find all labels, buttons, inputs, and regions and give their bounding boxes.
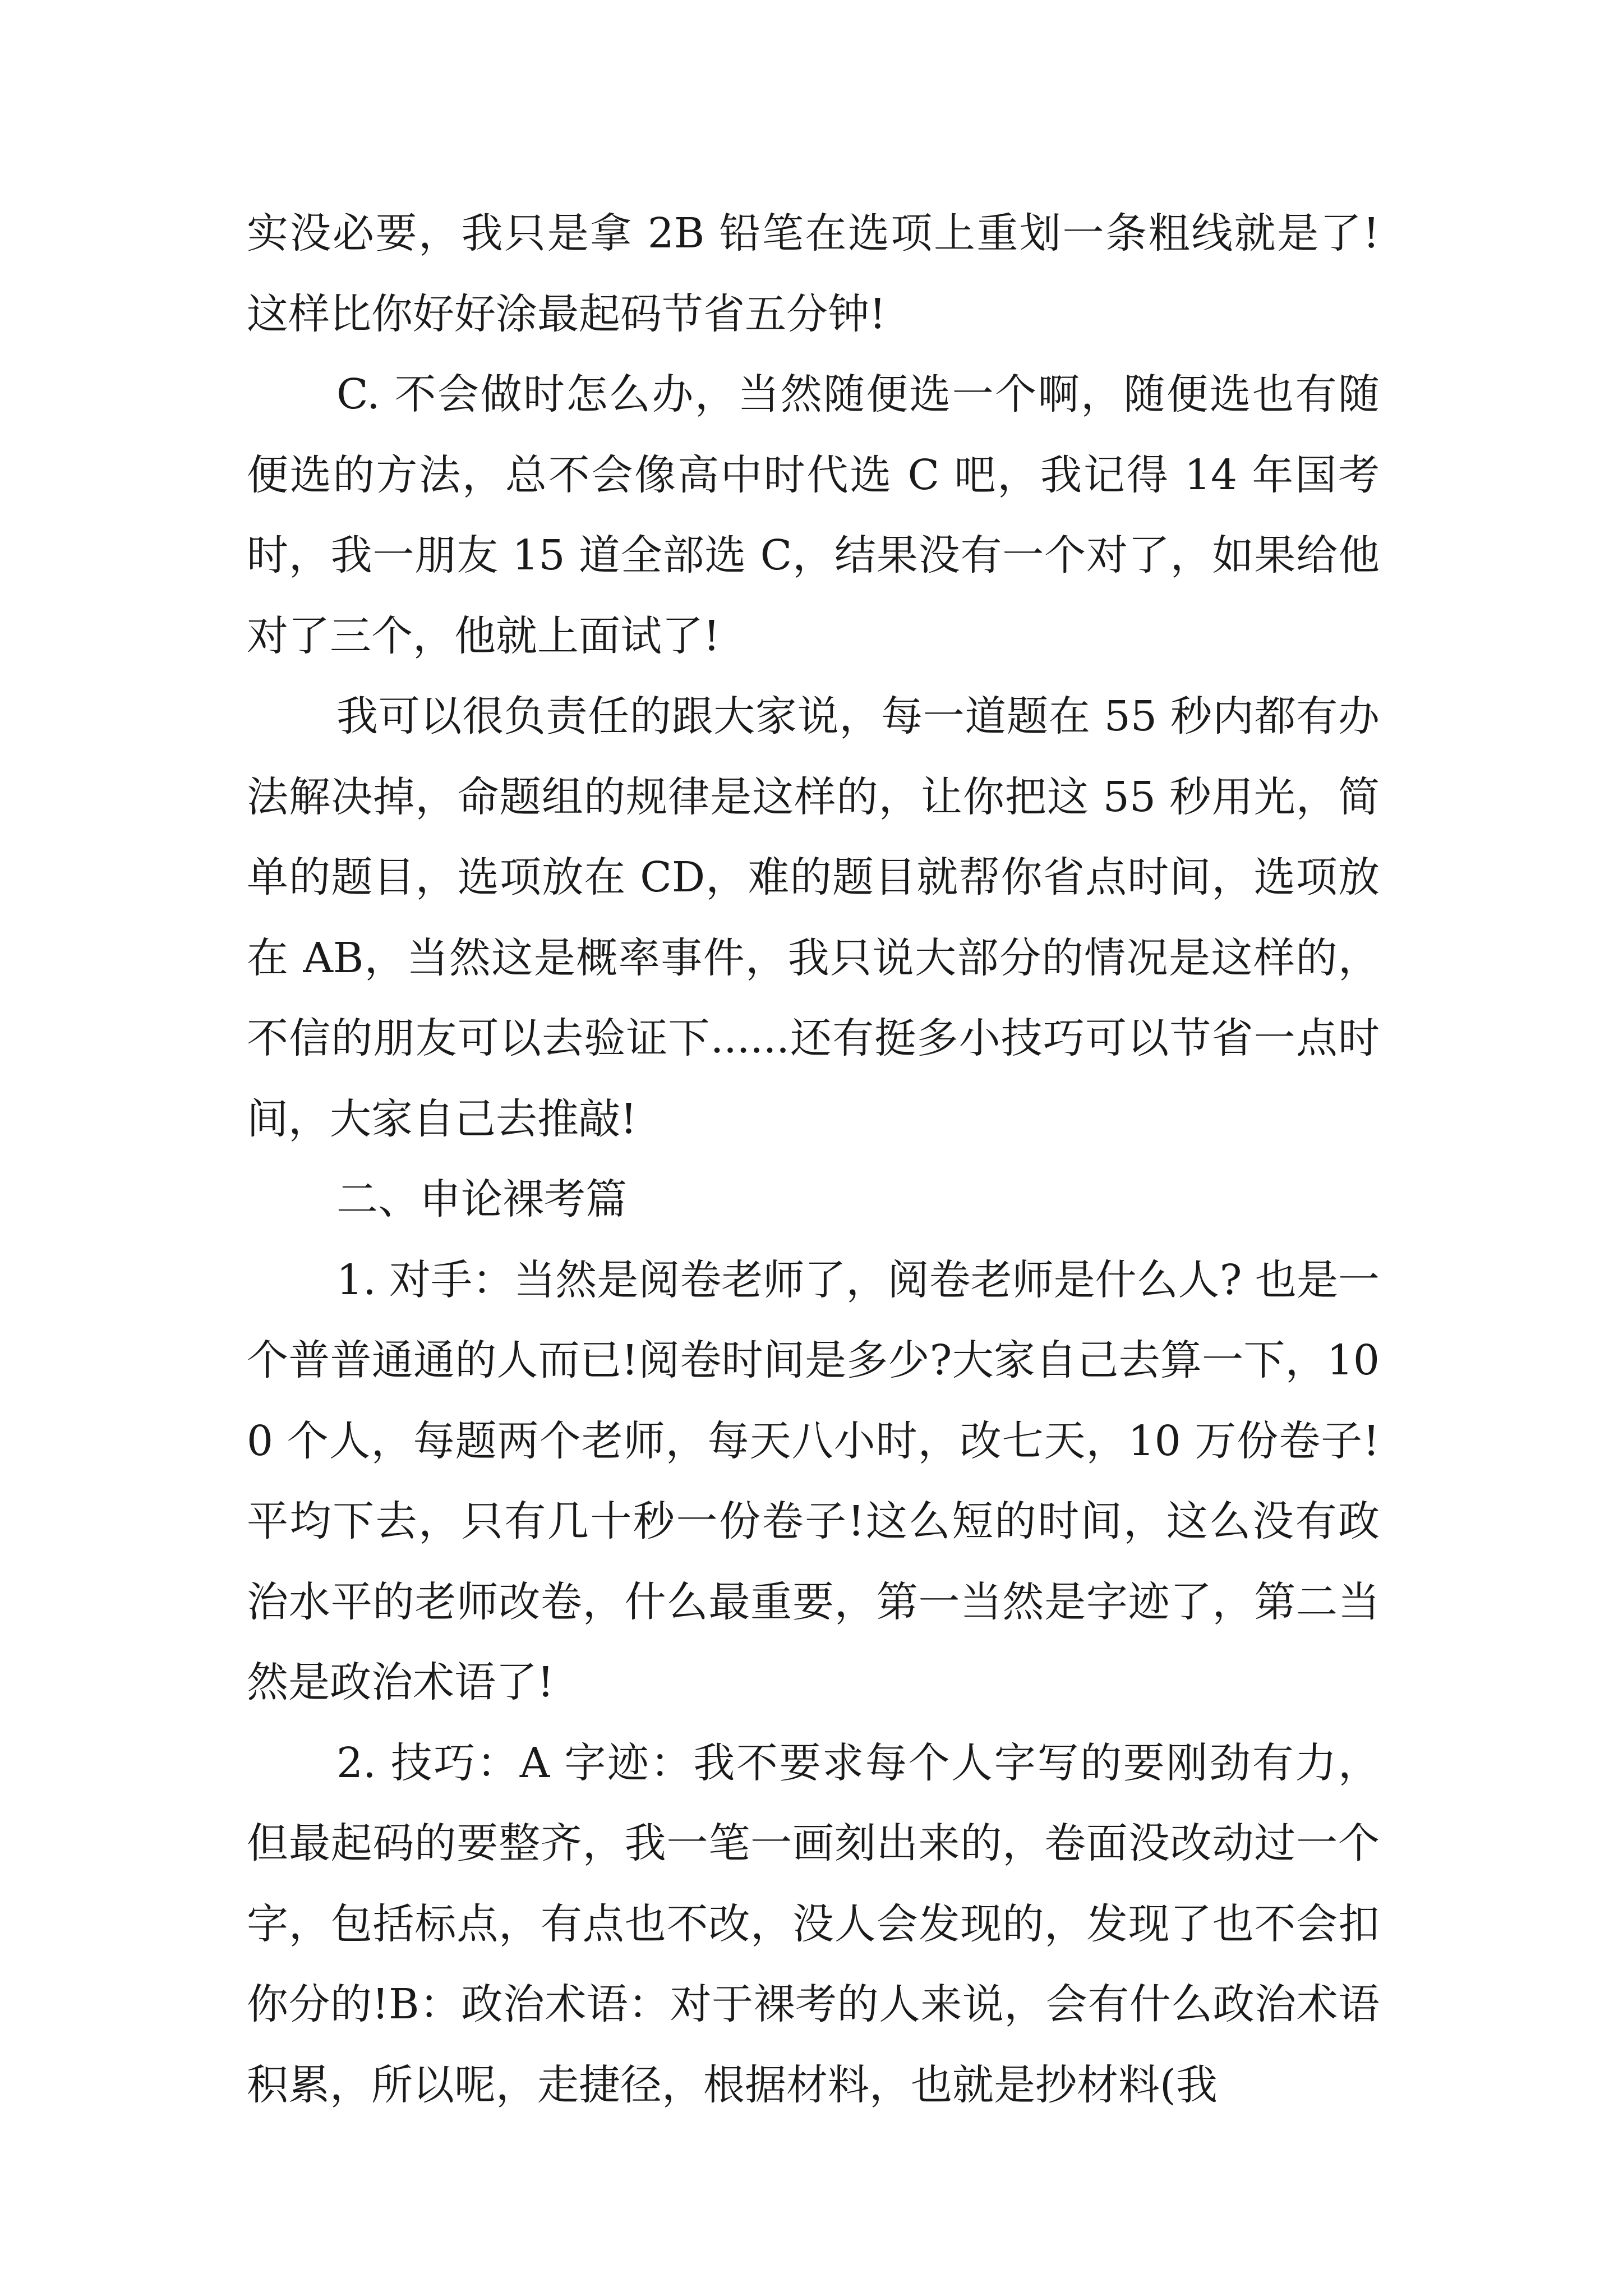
paragraph-technique: 2. 技巧：A 字迹：我不要求每个人字写的要刚劲有力，但最起码的要整齐，我一笔一画刻出来的，卷面没改动过一个字，包括标点，有点也不改，没人会发现的，发现了也不会扣你分的!B：政治术语：对于裸考的人来说，会有什么政治术语积累，所以呢，走捷径，根据材料，也就是抄材料(我 — [247, 1738, 1380, 2109]
paragraph-guessing-tip: C. 不会做时怎么办，当然随便选一个啊，随便选也有随便选的方法，总不会像高中时代选 C 吧，我记得 14 年国考时，我一朋友 15 道全部选 C，结果没有一个对了，如果给他对了三个，他就上面试了! — [247, 370, 1380, 660]
paragraph-opponent: 1. 对手：当然是阅卷老师了，阅卷老师是什么人? 也是一个普普通通的人而已!阅卷时间是多少?大家自己去算一下，100 个人，每题两个老师，每天八小时，改七天，10 万份卷子!平均下去，只有几十秒一份卷子!这么短的时间，这么没有政治水平的老师改卷，什么最重要，第一当然是字迹了，第二当然是政治术语了! — [247, 1255, 1380, 1706]
paragraph-time-rule: 我可以很负责任的跟大家说，每一道题在 55 秒内都有办法解决掉，命题组的规律是这样的，让你把这 55 秒用光，简单的题目，选项放在 CD，难的题目就帮你省点时间，选项放在 AB，当然这是概率事件，我只说大部分的情况是这样的，不信的朋友可以去验证下......还有挺多小技巧可以节省一点时间，大家自己去推敲! — [247, 692, 1380, 1143]
paragraph-answer-sheet-tip: 实没必要，我只是拿 2B 铅笔在选项上重划一条粗线就是了!这样比你好好涂最起码节省五分钟! — [247, 209, 1380, 338]
section-heading-essay: 二、申论裸考篇 — [336, 1175, 627, 1223]
document-body — [247, 194, 1380, 2125]
